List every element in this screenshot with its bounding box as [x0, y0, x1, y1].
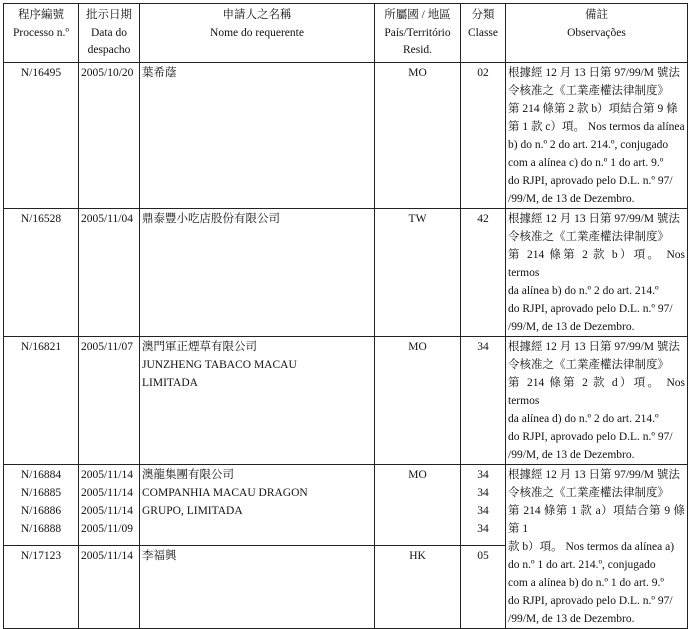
class-number: 34 34 34 34	[461, 464, 506, 545]
dispatch-date: 2005/11/14	[79, 545, 140, 628]
dispatch-date: 2005/10/20	[79, 62, 140, 208]
process-number: N/16884 N/16885 N/16886 N/16888	[4, 464, 79, 545]
header-observations: 備註 Observações	[506, 4, 688, 63]
table-row	[4, 208, 688, 336]
origin-code: MO	[375, 336, 461, 464]
applicant-name: 李福興	[140, 545, 375, 628]
process-number: N/16495	[4, 62, 79, 208]
origin-code: TW	[375, 208, 461, 336]
class-number: 42	[461, 208, 506, 336]
table-row	[4, 62, 688, 208]
table-row	[4, 336, 688, 464]
process-number: N/16528	[4, 208, 79, 336]
header-class: 分類 Classe	[461, 4, 506, 63]
header-date: 批示日期 Data do despacho	[79, 4, 140, 63]
dispatch-date: 2005/11/14 2005/11/14 2005/11/14 2005/11/09	[79, 464, 140, 545]
class-number: 05	[461, 545, 506, 628]
class-number: 34	[461, 336, 506, 464]
applicant-name: 鼎泰豐小吃店股份有限公司	[140, 208, 375, 336]
class-number: 02	[461, 62, 506, 208]
origin-code: MO	[375, 464, 461, 545]
observations: 根據經 12 月 13 日第 97/99/M 號法 令核准之《工業產權法律制度》 第 214 條第 2 款 d）項。 Nos termos da alínea d) do n.º 2 do art. 214.º do RJPI, aprovado pelo D.L. n.º 97/ /99/M, de 13 de Dezembro.	[506, 336, 688, 464]
dispatch-date: 2005/11/04	[79, 208, 140, 336]
origin-code: MO	[375, 62, 461, 208]
applicant-name: 葉希蔭	[140, 62, 375, 208]
process-number: N/17123	[4, 545, 79, 628]
observations: 根據經 12 月 13 日第 97/99/M 號法 令核准之《工業產權法律制度》 第 214 條第 2 款 b）項。 Nos termos da alínea b) do n.º 2 do art. 214.º do RJPI, aprovado pelo D.L. n.º 97/ /99/M, de 13 de Dezembro.	[506, 208, 688, 336]
header-applicant: 申請人之名稱 Nome do requerente	[140, 4, 375, 63]
registry-table	[3, 3, 688, 629]
applicant-name: 澳門軍正煙草有限公司 JUNZHENG TABACO MACAU LIMITADA	[140, 336, 375, 464]
header-row	[4, 4, 688, 63]
header-process: 程序編號 Processo n.º	[4, 4, 79, 63]
observations: 根據經 12 月 13 日第 97/99/M 號法 令核准之《工業產權法律制度》 第 214 條第 2 款 b）項結合第 9 條 第 1 款 c）項。 Nos termos da alínea b) do n.º 2 do art. 214.º, conjugado com a alínea c) do n.º 1 do art. 9.º do RJPI, aprovado pelo D.L. n.º 97/ /99/M, de 13 de Dezembro.	[506, 62, 688, 208]
header-origin: 所屬國 / 地區 País/Território Resid.	[375, 4, 461, 63]
observations: 根據經 12 月 13 日第 97/99/M 號法 令核准之《工業產權法律制度》 第 214 條第 1 款 a）項結合第 9 條第 1 款 b）項。 Nos termos da alínea a) do n.º 1 do art. 214.º, conjugado com a alínea b) do n.º 1 do art. 9.º do RJPI, aprovado pelo D.L. n.º 97/ /99/M, de 13 de Dezembro.	[506, 464, 688, 628]
table-row	[4, 464, 688, 545]
dispatch-date: 2005/11/07	[79, 336, 140, 464]
process-number: N/16821	[4, 336, 79, 464]
applicant-name: 澳龍集團有限公司 COMPANHIA MACAU DRAGON GRUPO, LIMITADA	[140, 464, 375, 545]
origin-code: HK	[375, 545, 461, 628]
